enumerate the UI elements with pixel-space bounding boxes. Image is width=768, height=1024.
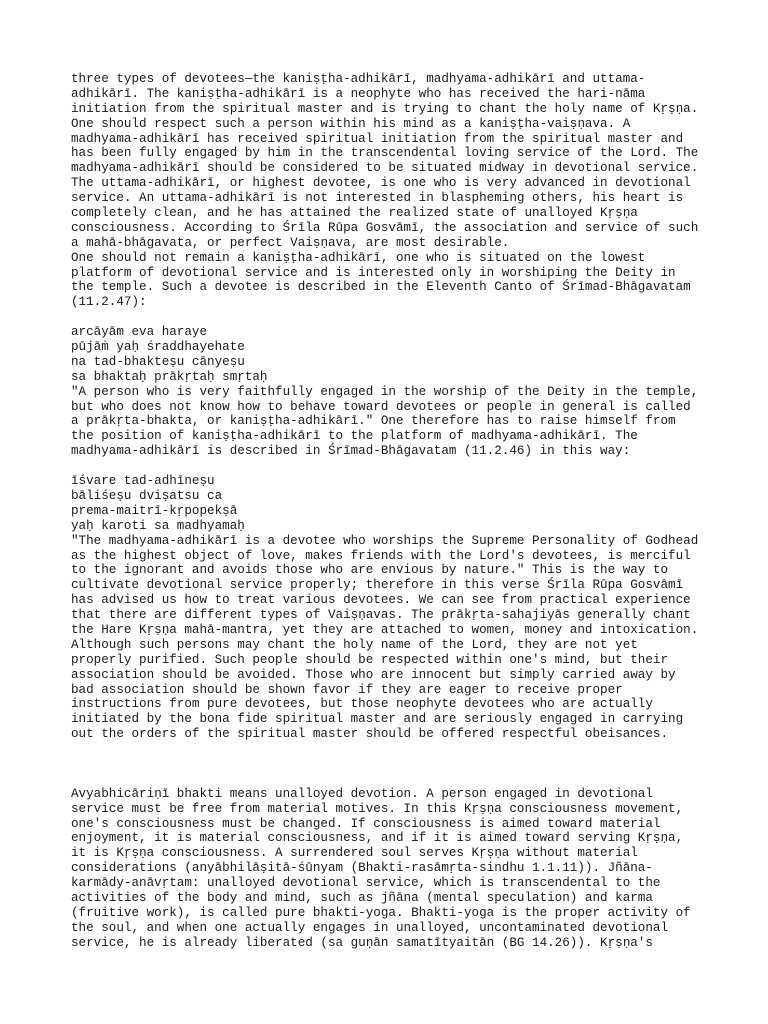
text-line: has been fully engaged by him in the transcendental loving service of the Lord. The [71, 146, 699, 161]
text-line: initiation from the spiritual master and is trying to chant the holy name of Kṛṣṇa. [71, 101, 699, 116]
text-line: enjoyment, it is material consciousness, and if it is aimed toward serving Kṛṣṇa, [71, 831, 684, 846]
text-line: karmādy-anāvṛtam: unalloyed devotional service, which is transcendental to the [71, 876, 661, 891]
blank-line [71, 459, 711, 474]
text-line: madhyama-adhikārī is described in Śrīmad-Bhāgavatam (11.2.46) in this way: [71, 444, 631, 459]
verse-line: sa bhaktaḥ prākṛtaḥ smṛtaḥ [71, 369, 268, 384]
text-line: service. An uttama-adhikārī is not interested in blaspheming others, his heart is [71, 191, 684, 206]
text-line: service, he is already liberated (sa guṇān samatītyaitān (BG 14.26)). Kṛṣṇa's [71, 935, 653, 950]
text-line: platform of devotional service and is interested only in worshiping the Deity in [71, 265, 676, 280]
blank-lines [71, 742, 711, 787]
text-line: One should not remain a kaniṣṭha-adhikārī, one who is situated on the lowest [71, 250, 646, 265]
verse-line: prema-maitrī-kṛpopekṣā [71, 503, 238, 518]
text-line: out the orders of the spiritual master should be offered respectful obeisances. [71, 727, 669, 742]
text-line: instructions from pure devotees, but those neophyte devotees who are actually [71, 697, 653, 712]
text-line: One should respect such a person within his mind as a kaniṣṭha-vaiṣṇava. A [71, 116, 631, 131]
text-line: "The madhyama-adhikārī is a devotee who worships the Supreme Personality of Godhead [71, 533, 699, 548]
text-line: a mahā-bhāgavata, or perfect Vaiṣṇava, are most desirable. [71, 235, 510, 250]
text-line: Although such persons may chant the holy name of the Lord, they are not yet [71, 637, 638, 652]
text-line: service must be free from material motives. In this Kṛṣṇa consciousness movement, [71, 801, 684, 816]
verse-line: īśvare tad-adhīneṣu [71, 474, 215, 489]
text-line: (fruitive work), is called pure bhakti-yoga. Bhakti-yoga is the proper activity of [71, 905, 691, 920]
text-line: completely clean, and he has attained the realized state of unalloyed Kṛṣṇa [71, 206, 638, 221]
text-line: cultivate devotional service properly; therefore in this verse Śrīla Rūpa Gosvāmī [71, 578, 684, 593]
text-line: the position of kaniṣṭha-adhikārī to the platform of madhyama-adhikārī. The [71, 429, 638, 444]
text-line: Avyabhicāriṇī bhakti means unalloyed devotion. A person engaged in devotional [71, 786, 653, 801]
text-line: association should be avoided. Those who are innocent but simply carried away by [71, 667, 676, 682]
text-line: madhyama-adhikārī should be considered to be situated midway in devotional service. [71, 161, 699, 176]
text-line: the temple. Such a devotee is described in the Eleventh Canto of Śrīmad-Bhāgavatam [71, 280, 691, 295]
verse-line: yaḥ karoti sa madhyamaḥ [71, 518, 245, 533]
paragraph-avyabhicarini-bhakti [71, 787, 711, 951]
text-line: a prākṛta-bhakta, or kaniṣṭha-adhikārī." One therefore has to raise himself from [71, 414, 676, 429]
verse-line: na tad-bhakteṣu cānyeṣu [71, 354, 245, 369]
text-line: to the ignorant and avoids those who are envious by nature." This is the way to [71, 563, 669, 578]
text-line: considerations (anyābhilāṣitā-śūnyam (Bhakti-rasāmṛta-sindhu 1.1.11)). Jñāna- [71, 861, 653, 876]
verse-block [71, 325, 711, 385]
text-line: consciousness. According to Śrīla Rūpa Gosvāmī, the association and service of such [71, 220, 699, 235]
verse-line: pūjāṁ yaḥ śraddhayehate [71, 340, 245, 355]
text-line: properly purified. Such people should be respected within one's mind, but their [71, 652, 669, 667]
text-line: adhikārī. The kaniṣṭha-adhikārī is a neophyte who has received the hari-nāma [71, 86, 646, 101]
verse-line: bāliśeṣu dviṣatsu ca [71, 488, 223, 503]
paragraph-madhyama-adhikari [71, 534, 711, 742]
document-page [71, 72, 711, 951]
text-line: madhyama-adhikārī has received spiritual initiation from the spiritual master and [71, 131, 684, 146]
text-line: activities of the body and mind, such as jñāna (mental speculation) and karma [71, 891, 653, 905]
text-line: the Hare Kṛṣṇa mahā-mantra, yet they are attached to women, money and intoxication. [71, 622, 699, 637]
text-line: has advised us how to treat various devotees. We can see from practical experience [71, 593, 691, 608]
text-line: that there are different types of Vaiṣṇavas. The prākṛta-sahajiyās generally chant [71, 608, 691, 623]
text-line: initiated by the bona fide spiritual master and are seriously engaged in carrying [71, 712, 684, 727]
text-line: "A person who is very faithfully engaged in the worship of the Deity in the temple, [71, 384, 699, 399]
blank-line [71, 310, 711, 325]
paragraph-prakrta-bhakta [71, 385, 711, 459]
paragraph-devotee-types [71, 72, 711, 310]
text-line: it is Kṛṣṇa consciousness. A surrendered soul serves Kṛṣṇa without material [71, 846, 638, 861]
text-line: (11.2.47): [71, 295, 147, 310]
text-line: the soul, and when one actually engages in unalloyed, uncontaminated devotional [71, 920, 669, 935]
text-line: but who does not know how to behave toward devotees or people in general is called [71, 399, 691, 414]
text-line: three types of devotees—the kaniṣṭha-adhikārī, madhyama-adhikārī and uttama- [71, 72, 646, 86]
text-line: The uttama-adhikārī, or highest devotee, is one who is very advanced in devotional [71, 176, 691, 191]
text-line: bad association should be shown favor if they are eager to receive proper [71, 682, 623, 697]
text-line: one's consciousness must be changed. If consciousness is aimed toward material [71, 816, 661, 831]
text-line: as the highest object of love, makes friends with the Lord's devotees, is merciful [71, 548, 691, 563]
verse-block [71, 474, 711, 534]
verse-line: arcāyām eva haraye [71, 325, 208, 340]
